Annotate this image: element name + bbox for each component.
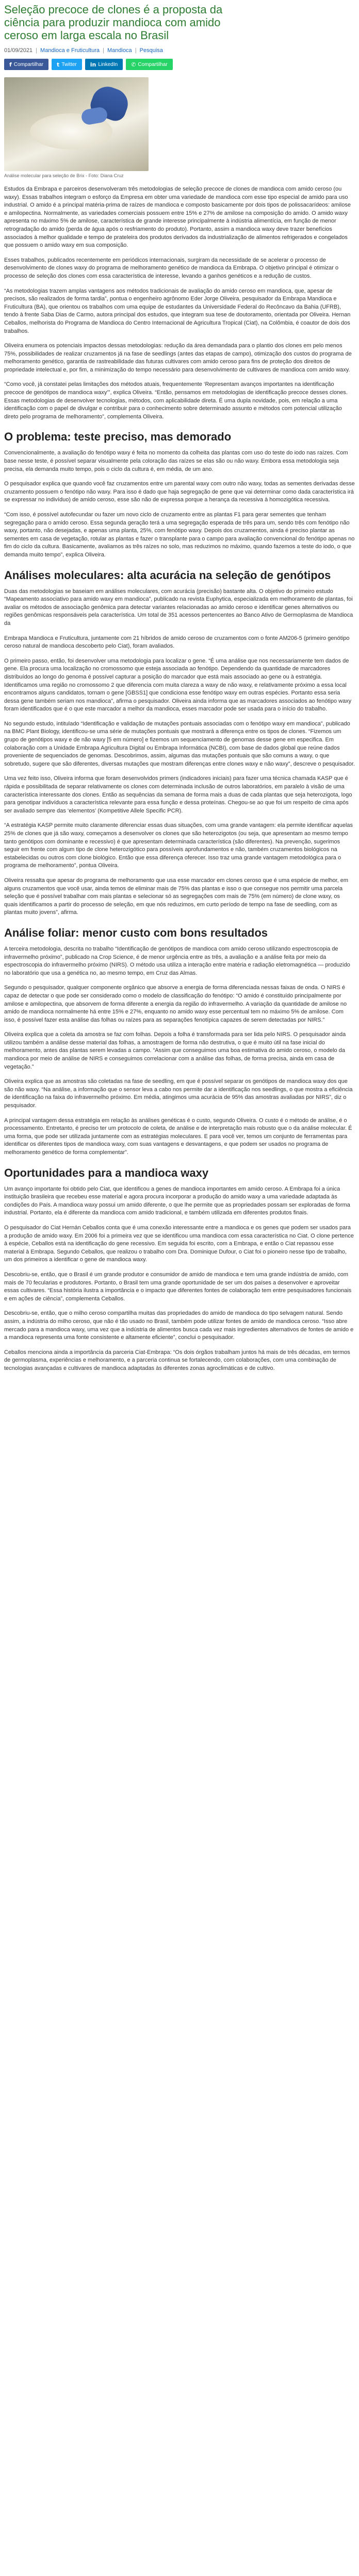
body-paragraph: Um avanço importante foi obtido pelo Ciat, que identificou a genes de mandioca importantes em amido ceroso. A Embrapa foi a única instituição brasileira que recebeu esse material e agora procura incorporar a produção do amido waxy a uma variedade adaptada às condições do País. A mandioca waxy possui um amido diferente, o que lhe permite que as propriedades possam ser exploradas de forma industrial. Portanto, ela é diferente da mandioca com amido tradicional, e também utilizada em diferentes produtos finais. — [4, 1185, 350, 1216]
body-paragraph: Convencionalmente, a avaliação do fenótipo waxy é feita no momento da colheita das plantas com uso do teste do iodo nas raízes. Com base nesse teste, é possível separar visualmente pela coloração das raízes se elas são ou não waxy. Embora essa metodologia seja precisa, ela demanda muito tempo, pois o ciclo da cultura é, em média, de um ano. — [4, 450, 348, 472]
body-paragraph: Ceballos menciona ainda a importância da parceria Ciat-Embrapa: “Os dois órgãos trabalham juntos há mais de três décadas, em termos de germoplasma, experiências e melhoramento, e a parceria continua se fortalecendo, com colaborações, com uma combinação de tecnologias avançadas e cultivares de mandioca adaptadas às diferentes zonas agroclimáticas e de cultivo. — [4, 1349, 350, 1371]
linkedin-icon: in — [90, 61, 96, 68]
body-paragraph: Esses trabalhos, publicados recentemente em periódicos internacionais, surgiram da necessidade de se acelerar o processo de desenvolvimento de clones waxy do programa de melhoramento genético de mandioca da Embrapa. O objetivo principal é otimizar o processo de seleção dos clones com essa característica de interesse, levando a ganhos genéticos e a redução de custos. — [4, 257, 339, 279]
body-paragraph: O pesquisador do Ciat Hernán Ceballos conta que é uma conexão interessante entre a mandioca e os genes que podem ser usados para a produção de amido waxy. Em 2006 foi a primeira vez que se identificou uma mandioca com essa característica no Ciat. O clone pertence à espécie, Ceballos está na identificação do gene recessivo. Em seguida foi escrito, com a Embrapa, e então o Ciat repassou esse material à Embrapa. Segundo Ceballos, que realizou o trabalho com Dra. Dominique Dufour, o Ciat foi o pioneiro nesse tipo de trabalho, um dos primeiros a identificar o gene de mandioca waxy. — [4, 1224, 354, 1263]
share-twitter-label: Twitter — [61, 61, 77, 67]
meta-separator: | — [36, 47, 37, 54]
body-paragraph: A principal vantagem dessa estratégia em relação às análises genéticas é o custo, segundo Oliveira. O custo é o método de análise, é o processamento. Entretanto, é preciso ter um protocolo de coleta, de análise e de interpretação mais robusto que o da análise molecular. É uma forma, que pode ser utilizada juntamente com as estratégias moleculares. E para você ver, temos um conjunto de ferramentas para identificar os diferentes tipos de mandioca waxy, com suas vantagens e desvantagens, e que podem ser usados no programa de melhoramento genético de forma complementar”. — [4, 1117, 352, 1156]
share-facebook-label: Compartilhar — [13, 61, 44, 67]
author-link[interactable]: Mandioca e Fruticultura — [40, 47, 100, 54]
body-paragraph: “A estratégia KASP permite muito claramente diferenciar essas duas situações, com uma grande vantagem: ela permite identificar aquelas 25% de clones que já são waxy, começamos a desenvolver os clones que são heterozigotos (ou seja, que apresentam ao mesmo tempo tanto genótipos com dominante e recessivo) é que apresentam determinada característica (são diferentes). Na prevenção, sugerimos seguir em frente com algum tipo de clone heterozigótico para possíveis aprofundamentos e não, também cruzamentos biológicos na estabelecidas ou outros com clone biológico. Então que essa diferença oferecer. Isso traz uma grande vantagem metodológica para o programa de melhoramento”, pontua Oliveira. — [4, 822, 353, 869]
body-paragraph: Duas das metodologias se baseiam em análises moleculares, com acurácia (precisão) bastante alta. O objetivo do primeiro estudo “Mapeamento associativo para amido waxy em mandioca”, publicado na revista Euphytica, especializada em melhoramento de plantas, foi avaliar os métodos de associação genômica para detectar variantes relacionadas ao amido ceroso e identificar genes alternativos ou regiões genômicas responsáveis pela característica. Um total de 351 acessos pertencentes ao Banco Ativo de Germoplasma de Mandioca da — [4, 588, 353, 626]
body-paragraph: Oliveira ressalta que apesar do programa de melhoramento que usa esse marcador em clones ceroso que é uma espécie de melhor, em alguns cruzamentos que você usar, ainda temos de eliminar mais de 75% das plantas e isso o que consegue nos permitir uma parcela seleção que é possível trabalhar com mais plantas e selecionar só as segregações com mais de 75% (em número) de clone waxy, os quais identificamos a partir do processo de seleção, em que nós reduzimos, em curto período de tempo na fase de seedling, com as plantas muito jovens”, afirma. — [4, 877, 349, 916]
share-bar — [4, 59, 355, 70]
body-paragraph: A terceira metodologia, descrita no trabalho “Identificação de genótipos de mandioca com amido ceroso utilizando espectroscopia de infravermelho próximo”, publicado na Crop Science, é de menor urgência entre as três, a avaliação e a análise feita por meio da espectroscopia do infravermelho próximo (NIRS). O método usa utiliza a interação entre matéria e radiação eletromagnética — produzido no laboratório que usa a genética no, ao mesmo tempo, em Cruz das Almas. — [4, 945, 350, 976]
body-paragraph: Oliveira explica que as amostras são coletadas na fase de seedling, em que é possível separar os genótipos de mandioca waxy dos que são não waxy. “Na análise, a informação que o sensor leva a cabo nos permite dar a identificação nos seedlings, o que mostra a eficiência de identificação na faixa do infravermelho próximo. Em média, atingimos uma acurácia de 95% das amostras avaliadas por NIRS”, diz o pesquisador. — [4, 1078, 353, 1109]
body-paragraph: “Com isso, é possível autofecundar ou fazer um novo ciclo de cruzamento entre as plantas F1 para gerar sementes que tenham segregação para o amido ceroso. Essa segunda geração terá a uma segregação esperada de três para um, sendo três com fenótipo não waxy, portanto, não desejadas, e apenas uma planta, 25%, com fenótipo waxy. Depois dos cruzamentos, ainda é preciso plantar as sementes em casa de vegetação, rotular as plantas e fazer o transplante para o campo para avaliação convencional do fenótipo apenas no fim do ciclo da cultura. Basicamente, avaliamos as três raízes no solo, mas reduzimos no máximo, quando fazemos a teste do iodo, o que demanda muito tempo”, explica Oliveira. — [4, 512, 355, 558]
article-image — [4, 77, 149, 171]
twitter-icon: t — [57, 61, 60, 68]
body-paragraph: O pesquisador explica que quando você faz cruzamentos entre um parental waxy com outro não waxy, todas as sementes derivadas desse cruzamento possuem o fenótipo não waxy. Para isso é dado que haja segregação de gene que vai determinar como dada característica irá se expressar no indivíduo) de amido ceroso, esse são não de expressa porque a herança da recessiva à homozigótica recessiva. — [4, 481, 355, 503]
share-facebook-button[interactable] — [4, 59, 48, 70]
section-heading: Oportunidades para a mandioca waxy — [4, 1166, 209, 1179]
section-heading: O problema: teste preciso, mas demorado — [4, 430, 232, 444]
share-linkedin-label: LinkedIn — [98, 61, 118, 67]
body-paragraph: Embrapa Mandioca e Fruticultura, juntamente com 21 híbridos de amido ceroso de cruzamentos com o fonte AM206-5 (primeiro genótipo ceroso natural de mandioca descoberto pelo Ciat), foram avaliados. — [4, 635, 350, 650]
share-linkedin-button[interactable] — [85, 59, 123, 70]
share-whatsapp-label: Compartilhar — [138, 61, 168, 67]
share-whatsapp-button[interactable] — [126, 59, 172, 70]
meta-separator: | — [103, 47, 104, 54]
image-caption: Análise molecular para seleção de Brix - Foto: Diana Cruz — [4, 173, 124, 178]
body-paragraph: O primeiro passo, então, foi desenvolver uma metodologia para localizar o gene. “É uma análise que nos necessariamente tem dados de gene. Ela procura uma localização no cromossomo que esteja associada ao fenótipo. Dependendo da quantidade de marcadores distribuídos ao longo do genoma é possível capturar a posição do marcador que está mais associado ao gene ou à estratégia. Identificamos uma região no cromossomo 2 que diferencia com muita clareza a waxy de não waxy, e relativamente próximo a essa local encontramos alguns candidatos, tornam o gene [GBSS1] que condiciona esse fenótipo waxy em outras espécies. Portanto essa seria dessa gene também seriam nos mandioca”, afirma o pesquisador. Oliveira ainda informa que as marcadores associados ao fenótipo waxy foram identificados que é o que este marcador a melhor da mandioca, esses marcador pode ser usada para o início do trabalho. — [4, 657, 352, 713]
body-paragraph: No segundo estudo, intitulado “Identificação e validação de mutações pontuais associadas com o fenótipo waxy em mandioca”, publicado na BMC Plant Biology, identificou-se uma série de mutações pontuais que mostrará a diferença entre os tipos de clones. “Fizemos um grupo de genótipos waxy e de não waxy [5 em número] e fizemos um sequenciamento de genomas desse gene em especifica. Em colaboração com a Unidade Embrapa Agricultura Digital ou Embrapa Informática (NCBI), com base de dados global que reúne dados proveniente de sequenciados de genomas. Descobrimos, assim, algumas das mutações pontuais que são comuns a waxy, o que sobretudo, sugere que são diferentes, diversas mutações que mostram diferenças entre clones waxy e não waxy”, descreve o pesquisador. — [4, 720, 355, 767]
body-paragraph: Uma vez feito isso, Oliveira informa que foram desenvolvidos primers (indicadores iniciais) para fazer uma técnica chamada KASP que é rápida e possibilitada de separar relativamente os clones com determinada inclusão de outros laboratórios, em paralelo à visão de uma característica interessante dos clones. Então as sequências da semana de forma mais a duas de cada plantas que seja heterozigota, logo para genotipar indivíduos a característica relevante para essa função e dessa proteínas. Chegou-se ao que foi um respeito de cima após ser avaliado sempre das ‘elementos’ (Kompetitive Allele Specific PCR). — [4, 775, 352, 814]
section-heading: Análise foliar: menor custo com bons resultados — [4, 926, 268, 939]
body-paragraph: “As metodologias trazem amplas vantagens aos métodos tradicionais de avaliação do amido ceroso em mandioca, que, apesar de precisos, são realizados de forma tardia”, pontua o engenheiro agrônomo Eder Jorge Oliveira, pesquisador da Embrapa Mandioca e Fruticultura (BA), que orientou os trabalhos com uma equipe de estudantes da Universidade Federal do Recôncavo da Bahia (UFRB), tendo à frente Saba Dias de Carmo, autora principal dos estudos, que integram sua tese de doutoramento, orientada por Oliveira. Hernan Ceballos, melhorista do Programa de Mandioca do Centro Internacional de Agricultura Tropical (Ciat), na Colômbia, é coautor de dois dos trabalhos. — [4, 287, 351, 334]
body-paragraph: Oliveira enumera os potenciais impactos dessas metodologias: redução da área demandada para o plantio dos clones em pelo menos 75%, possibilidades de realizar cruzamentos já na fase de seedlings (antes das etapas de campo), otimização dos custos do programa de melhoramento genético, garantia de rastreabilidade das futuras cultivares com amido ceroso para fins de proteção dos direitos de propriedade intelectual e, por fim, a minimização do tempo necessário para desenvolvimento de cultivares de mandioca com amido waxy. — [4, 343, 352, 373]
body-paragraph: Descobriu-se, então, que o milho ceroso compartilha muitas das propriedades do amido de mandioca do tipo selvagem natural. Sendo assim, a indústria do milho ceroso, que não é tão usado no Brasil, também pode utilizar fontes de amido de mandioca ceroso. “Isso abre mercado para a mandioca waxy, uma vez que a indústria de alimentos busca cada vez mais ingredientes alternativos de fontes de amido e a mandioca representa uma fonte consistente e altamente eficiente”, conclui o pesquisador. — [4, 1310, 354, 1341]
share-twitter-button[interactable] — [52, 59, 82, 70]
body-paragraph: Estudos da Embrapa e parceiros desenvolveram três metodologias de seleção precoce de clones de mandioca com amido ceroso (ou waxy). Essas trabalhos integram o esforço da Empresa em obter uma variedade de mandioca com esse tipo especial de amido para uso industrial. O amido é a principal matéria-prima de raízes de mandioca e composto basicamente por dois tipos de polissacarídeos: amilose e amilopectina. Normalmente, as variedades comerciais possuem entre 15% e 27% de amilose na composição do amido. O amido waxy apresenta no máximo 5% de amilose, característica de grande interesse principalmente à indústria alimentícia, em função de menor retrogradação do amido (perda de água após o resfriamento do produto). Portanto, assim a mandioca waxy deve trazer benefícios associados à melhor qualidade e tempo de prateleira dos produtos derivados da industrialização de alimentos refrigerados e congelados que possuem o amido waxy em sua composição. — [4, 186, 351, 249]
body-paragraph: Oliveira explica que a coleta da amostra se faz com folhas. Depois a folha é transformada para ser lida pelo NIRS. O pesquisador ainda utilizou também a análise desse material das folhas, a amostragem de forma não destrutiva, o que é muito útil na fase inicial do melhoramento, antes das plantas serem levadas a campo. “Assim que conseguimos uma boa estimativa do amido ceroso, o modelo da mandioca por meio de análise de NIRS e conseguimos correlacionar com a análise das folhas, de forma precisa, ainda em casa de vegetação.” — [4, 1031, 346, 1070]
article-title: Seleção precoce de clones é a proposta da ciência para produzir mandioca com amido ceroso em larga escala no Brasil — [4, 3, 223, 42]
facebook-icon: f — [9, 61, 12, 68]
whatsapp-icon: ✆ — [131, 61, 136, 68]
body-paragraph: Descobriu-se, então, que o Brasil é um grande produtor e consumidor de amido de mandioca e tem uma grande indústria de amido, com mais de 70 fecularias e produtores. Portanto, o Brasil tem uma grande oportunidade de ser um dos países a desenvolver e aproveitar essas cultivares. “Essa história ilustra a importância e o impacto que diferentes fontes de colaboração tem entre pesquisadores funcionais e em ações de ciência”, complementa Ceballos. — [4, 1271, 352, 1302]
tag-link[interactable]: Pesquisa — [139, 47, 163, 54]
meta-separator: | — [135, 47, 137, 54]
article-date: 01/09/2021 — [4, 47, 33, 54]
article-meta — [4, 47, 355, 55]
category-link[interactable]: Mandioca — [107, 47, 132, 54]
section-heading: Análises moleculares: alta acurácia na seleção de genótipos — [4, 568, 331, 582]
body-paragraph: Segundo o pesquisador, qualquer componente orgânico que absorve a energia de forma diferenciada nessas faixas de onda. O NIRS é capaz de detectar o que pode ser considerado como o modelo de classificação do fenótipo: “O amido é constituído principalmente por amilose e amilopectina, que absorvem de forma diferente a energia da região do infravermelho. A variação da quantidade de amilose no amido de mandioca normalmente há entre 15% e 27%, enquanto no amido waxy esse percentual tem no máximo 5% de amilose. Com isso, é possível fazer esta análise das folhas ou raízes para as separações fenotípica capazes de serem detectadas por NIRS.” — [4, 985, 347, 1023]
body-paragraph: “Como você, já constatei pelas limitações dos métodos atuais, frequentemente ‘Representam avanços importantes na identificação precoce de genótipos de mandioca waxy’”, explica Oliveira. “Então, pensamos em metodologias de identificação precoce desses clones. Essas metodologias de desenvolver tecnologias, métodos, com aplicabilidade direta. É uma dupla novidade, pois, em relação a uma identificação com o papel de divulgar e contribuir para o conhecimento sobre determinado assunto e métodos com potencial utilização direto pelo programa de melhoramento”, complementa Oliveira. — [4, 381, 348, 420]
article-body — [4, 185, 355, 1372]
